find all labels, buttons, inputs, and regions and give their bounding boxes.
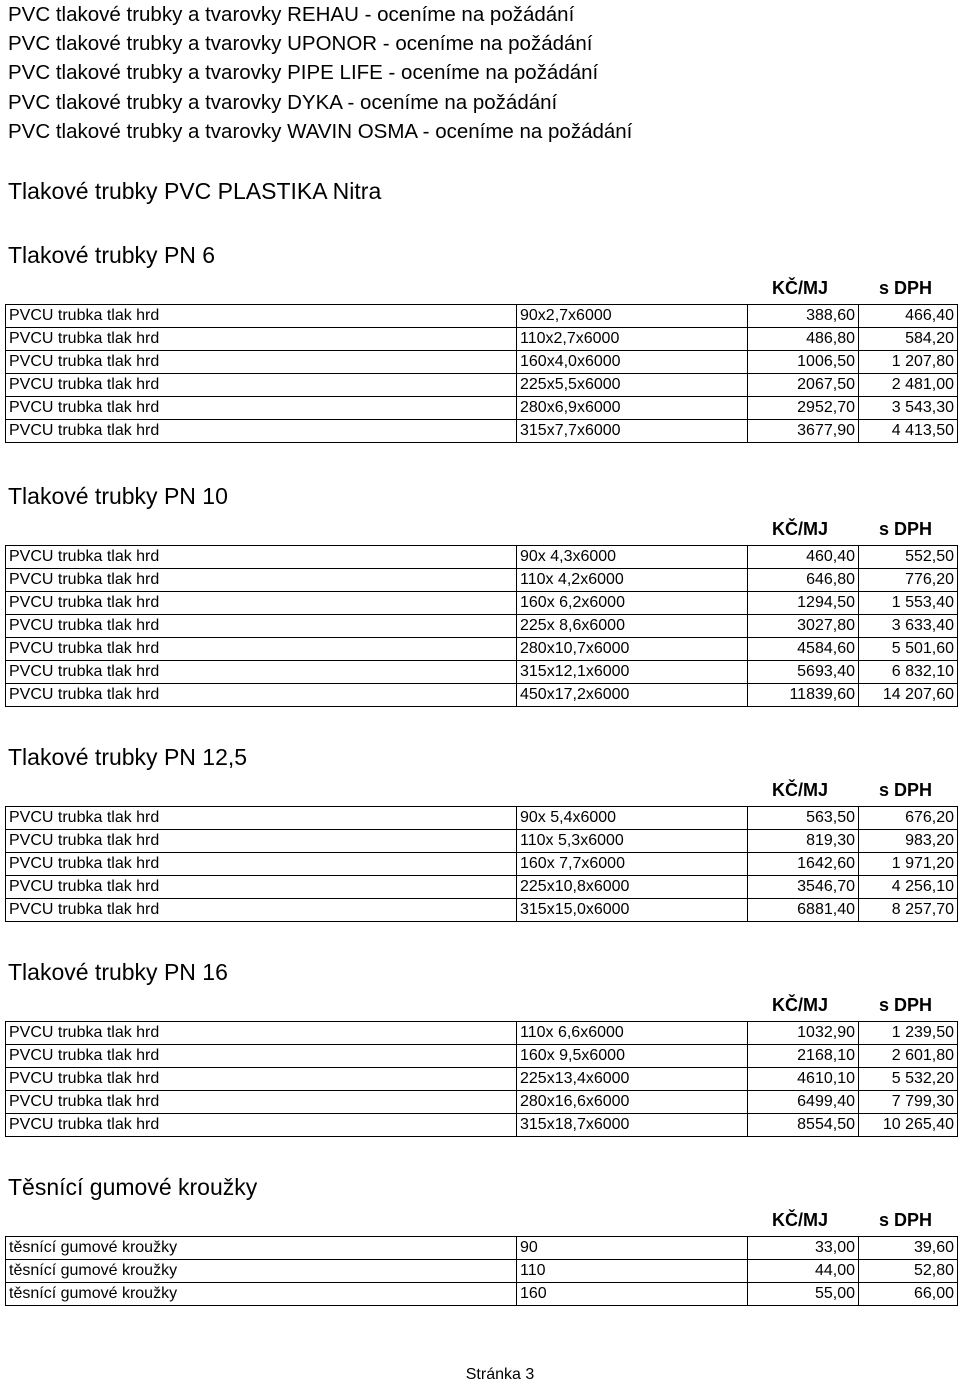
price-column-header: KČ/MJ <box>771 1210 828 1230</box>
item-name-cell: těsnící gumové kroužky <box>6 1260 517 1283</box>
table-row <box>6 1260 958 1283</box>
table-row <box>6 546 958 569</box>
dimension-cell: 225x 8,6x6000 <box>517 615 748 638</box>
price-cell: 3027,80 <box>748 615 859 638</box>
item-name-cell: PVCU trubka tlak hrd <box>6 351 517 374</box>
dimension-cell: 110x 6,6x6000 <box>517 1022 748 1045</box>
price-vat-cell: 66,00 <box>859 1283 958 1306</box>
dimension-cell: 110x2,7x6000 <box>517 328 748 351</box>
price-cell: 460,40 <box>748 546 859 569</box>
dimension-cell: 110x 4,2x6000 <box>517 569 748 592</box>
intro-line: PVC tlakové trubky a tvarovky WAVIN OSMA - oceníme na požádání <box>8 119 633 143</box>
table-row <box>6 1114 958 1137</box>
item-name-cell: PVCU trubka tlak hrd <box>6 899 517 922</box>
item-name-cell: těsnící gumové kroužky <box>6 1283 517 1306</box>
price-column-header: KČ/MJ <box>771 278 828 298</box>
dimension-cell: 90x2,7x6000 <box>517 305 748 328</box>
price-column-header: KČ/MJ <box>771 995 828 1015</box>
item-name-cell: PVCU trubka tlak hrd <box>6 853 517 876</box>
price-cell: 1294,50 <box>748 592 859 615</box>
dimension-cell: 160x 6,2x6000 <box>517 592 748 615</box>
price-cell: 2067,50 <box>748 374 859 397</box>
dimension-cell: 315x7,7x6000 <box>517 420 748 443</box>
column-header <box>5 1210 958 1234</box>
column-header <box>5 780 958 804</box>
table-row <box>6 592 958 615</box>
price-table <box>5 1021 958 1137</box>
table-row <box>6 1283 958 1306</box>
dimension-cell: 90x 4,3x6000 <box>517 546 748 569</box>
section-title: Tlakové trubky PN 12,5 <box>8 744 248 770</box>
price-vat-cell: 2 481,00 <box>859 374 958 397</box>
dimension-cell: 90x 5,4x6000 <box>517 807 748 830</box>
main-heading: Tlakové trubky PVC PLASTIKA Nitra <box>8 178 382 204</box>
table-row <box>6 397 958 420</box>
table-row <box>6 684 958 707</box>
price-cell: 44,00 <box>748 1260 859 1283</box>
price-cell: 1006,50 <box>748 351 859 374</box>
item-name-cell: PVCU trubka tlak hrd <box>6 1068 517 1091</box>
price-vat-cell: 5 501,60 <box>859 638 958 661</box>
price-vat-cell: 8 257,70 <box>859 899 958 922</box>
dimension-cell: 225x5,5x6000 <box>517 374 748 397</box>
price-cell: 819,30 <box>748 830 859 853</box>
item-name-cell: PVCU trubka tlak hrd <box>6 615 517 638</box>
price-cell: 3546,70 <box>748 876 859 899</box>
intro-line: PVC tlakové trubky a tvarovky PIPE LIFE - oceníme na požádání <box>8 61 599 85</box>
item-name-cell: PVCU trubka tlak hrd <box>6 1022 517 1045</box>
price-vat-cell: 10 265,40 <box>859 1114 958 1137</box>
price-vat-cell: 39,60 <box>859 1237 958 1260</box>
table-row <box>6 1045 958 1068</box>
price-cell: 6499,40 <box>748 1091 859 1114</box>
dimension-cell: 110x 5,3x6000 <box>517 830 748 853</box>
item-name-cell: PVCU trubka tlak hrd <box>6 1114 517 1137</box>
dimension-cell: 280x6,9x6000 <box>517 397 748 420</box>
item-name-cell: PVCU trubka tlak hrd <box>6 1091 517 1114</box>
price-cell: 8554,50 <box>748 1114 859 1137</box>
price-vat-cell: 14 207,60 <box>859 684 958 707</box>
price-cell: 2168,10 <box>748 1045 859 1068</box>
section-title: Tlakové trubky PN 6 <box>8 242 216 268</box>
price-vat-cell: 1 971,20 <box>859 853 958 876</box>
price-vat-cell: 676,20 <box>859 807 958 830</box>
price-cell: 55,00 <box>748 1283 859 1306</box>
price-vat-cell: 5 532,20 <box>859 1068 958 1091</box>
table-row <box>6 807 958 830</box>
table-row <box>6 615 958 638</box>
intro-line: PVC tlakové trubky a tvarovky DYKA - oceníme na požádání <box>8 90 558 114</box>
vat-column-header: s DPH <box>878 780 932 800</box>
table-row <box>6 899 958 922</box>
price-table <box>5 304 958 443</box>
item-name-cell: PVCU trubka tlak hrd <box>6 374 517 397</box>
dimension-cell: 315x12,1x6000 <box>517 661 748 684</box>
dimension-cell: 450x17,2x6000 <box>517 684 748 707</box>
price-vat-cell: 3 633,40 <box>859 615 958 638</box>
table-row <box>6 351 958 374</box>
table-row <box>6 830 958 853</box>
price-table <box>5 545 958 707</box>
item-name-cell: PVCU trubka tlak hrd <box>6 876 517 899</box>
price-cell: 4610,10 <box>748 1068 859 1091</box>
price-column-header: KČ/MJ <box>771 780 828 800</box>
column-header <box>5 278 958 302</box>
price-cell: 4584,60 <box>748 638 859 661</box>
item-name-cell: PVCU trubka tlak hrd <box>6 546 517 569</box>
price-cell: 3677,90 <box>748 420 859 443</box>
dimension-cell: 315x15,0x6000 <box>517 899 748 922</box>
item-name-cell: PVCU trubka tlak hrd <box>6 684 517 707</box>
price-cell: 11839,60 <box>748 684 859 707</box>
price-vat-cell: 466,40 <box>859 305 958 328</box>
price-table <box>5 1236 958 1306</box>
item-name-cell: PVCU trubka tlak hrd <box>6 397 517 420</box>
price-table <box>5 806 958 922</box>
table-row <box>6 876 958 899</box>
price-cell: 6881,40 <box>748 899 859 922</box>
page-footer: Stránka 3 <box>465 1366 535 1383</box>
section-title: Tlakové trubky PN 16 <box>8 959 228 985</box>
price-vat-cell: 52,80 <box>859 1260 958 1283</box>
dimension-cell: 160x 7,7x6000 <box>517 853 748 876</box>
table-row <box>6 569 958 592</box>
table-row <box>6 661 958 684</box>
price-vat-cell: 4 413,50 <box>859 420 958 443</box>
table-row <box>6 638 958 661</box>
vat-column-header: s DPH <box>878 995 932 1015</box>
item-name-cell: PVCU trubka tlak hrd <box>6 638 517 661</box>
price-cell: 388,60 <box>748 305 859 328</box>
table-row <box>6 1022 958 1045</box>
price-cell: 1032,90 <box>748 1022 859 1045</box>
price-vat-cell: 3 543,30 <box>859 397 958 420</box>
intro-lines <box>8 0 632 146</box>
dimension-cell: 280x16,6x6000 <box>517 1091 748 1114</box>
price-vat-cell: 1 239,50 <box>859 1022 958 1045</box>
table-row <box>6 853 958 876</box>
table-row <box>6 305 958 328</box>
intro-line: PVC tlakové trubky a tvarovky REHAU - oceníme na požádání <box>8 3 575 26</box>
item-name-cell: PVCU trubka tlak hrd <box>6 420 517 443</box>
price-vat-cell: 552,50 <box>859 546 958 569</box>
dimension-cell: 110 <box>517 1260 748 1283</box>
price-cell: 2952,70 <box>748 397 859 420</box>
item-name-cell: PVCU trubka tlak hrd <box>6 1045 517 1068</box>
vat-column-header: s DPH <box>878 1210 932 1230</box>
table-row <box>6 1091 958 1114</box>
price-vat-cell: 1 553,40 <box>859 592 958 615</box>
vat-column-header: s DPH <box>878 519 932 539</box>
table-row <box>6 328 958 351</box>
price-cell: 33,00 <box>748 1237 859 1260</box>
price-vat-cell: 1 207,80 <box>859 351 958 374</box>
table-row <box>6 1068 958 1091</box>
dimension-cell: 160 <box>517 1283 748 1306</box>
dimension-cell: 90 <box>517 1237 748 1260</box>
intro-line: PVC tlakové trubky a tvarovky UPONOR - oceníme na požádání <box>8 32 593 56</box>
item-name-cell: PVCU trubka tlak hrd <box>6 830 517 853</box>
vat-column-header: s DPH <box>878 278 932 298</box>
price-cell: 486,80 <box>748 328 859 351</box>
dimension-cell: 225x10,8x6000 <box>517 876 748 899</box>
column-header <box>5 519 958 543</box>
price-vat-cell: 7 799,30 <box>859 1091 958 1114</box>
item-name-cell: PVCU trubka tlak hrd <box>6 592 517 615</box>
price-cell: 646,80 <box>748 569 859 592</box>
dimension-cell: 160x4,0x6000 <box>517 351 748 374</box>
price-cell: 563,50 <box>748 807 859 830</box>
price-vat-cell: 584,20 <box>859 328 958 351</box>
item-name-cell: PVCU trubka tlak hrd <box>6 807 517 830</box>
dimension-cell: 160x 9,5x6000 <box>517 1045 748 1068</box>
item-name-cell: těsnící gumové kroužky <box>6 1237 517 1260</box>
section-title: Těsnící gumové kroužky <box>8 1174 258 1200</box>
price-column-header: KČ/MJ <box>771 519 828 539</box>
table-row <box>6 420 958 443</box>
item-name-cell: PVCU trubka tlak hrd <box>6 305 517 328</box>
price-vat-cell: 983,20 <box>859 830 958 853</box>
dimension-cell: 280x10,7x6000 <box>517 638 748 661</box>
price-vat-cell: 776,20 <box>859 569 958 592</box>
section-title: Tlakové trubky PN 10 <box>8 483 228 509</box>
item-name-cell: PVCU trubka tlak hrd <box>6 569 517 592</box>
dimension-cell: 315x18,7x6000 <box>517 1114 748 1137</box>
price-cell: 5693,40 <box>748 661 859 684</box>
item-name-cell: PVCU trubka tlak hrd <box>6 328 517 351</box>
column-header <box>5 995 958 1019</box>
price-vat-cell: 2 601,80 <box>859 1045 958 1068</box>
item-name-cell: PVCU trubka tlak hrd <box>6 661 517 684</box>
table-row <box>6 374 958 397</box>
dimension-cell: 225x13,4x6000 <box>517 1068 748 1091</box>
price-cell: 1642,60 <box>748 853 859 876</box>
table-row <box>6 1237 958 1260</box>
price-vat-cell: 4 256,10 <box>859 876 958 899</box>
price-vat-cell: 6 832,10 <box>859 661 958 684</box>
